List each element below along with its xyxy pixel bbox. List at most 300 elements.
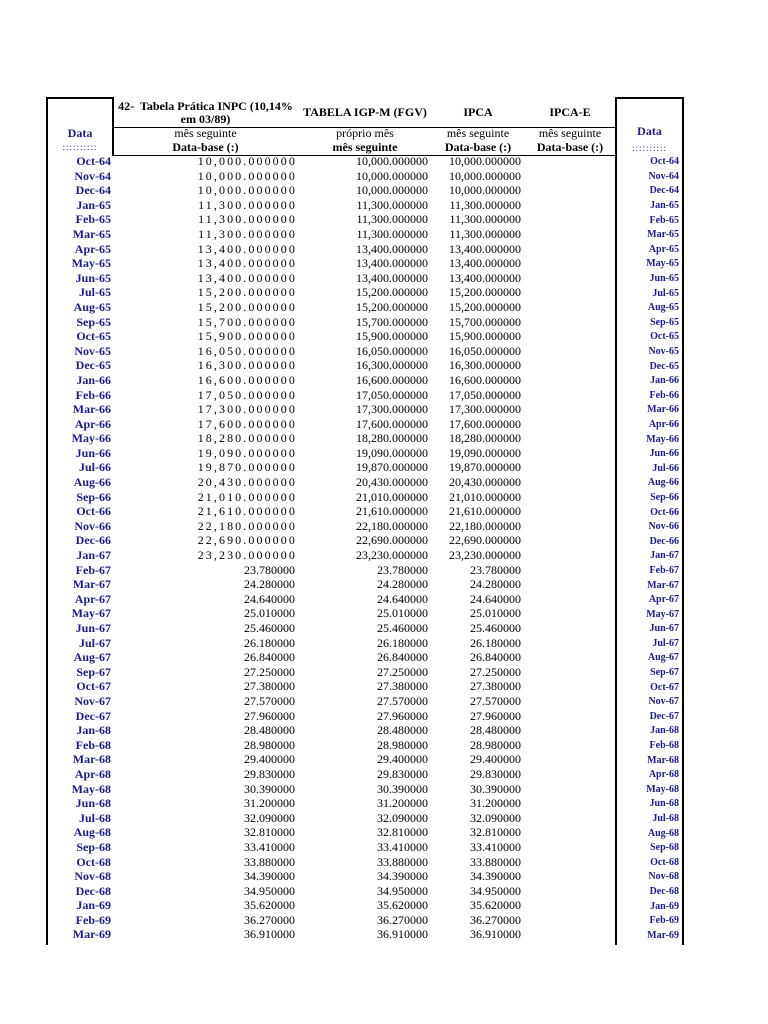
row-date-left: Apr-67 — [74, 591, 111, 606]
inpc-value: 10,000.000000 — [197, 154, 297, 168]
row-date-left: Mar-69 — [72, 927, 111, 942]
igpm-value: 13,400.000000 — [356, 241, 428, 256]
table-row — [47, 796, 683, 811]
ipca-value: 16,300.000000 — [449, 358, 521, 373]
igpm-value: 17,050.000000 — [356, 387, 428, 402]
table-row — [47, 767, 683, 782]
igpm-value: 33.410000 — [377, 839, 428, 854]
inpc-value: 30.390000 — [244, 781, 295, 796]
ipca-e-column-subheader-2: Data-base (:) — [536, 140, 604, 154]
inpc-value: 18,280.000000 — [197, 431, 297, 446]
igpm-value: 27.960000 — [377, 708, 428, 723]
row-date-right: Dec-66 — [649, 535, 679, 547]
igpm-value: 36.270000 — [377, 912, 428, 927]
table-row — [47, 694, 683, 709]
ipca-value: 17,050.000000 — [449, 387, 521, 402]
row-date-right: Sep-65 — [650, 316, 679, 328]
table-row — [47, 606, 683, 621]
igpm-column-title: TABELA IGP-M (FGV) — [303, 105, 427, 119]
row-date-right: Mar-65 — [647, 229, 679, 241]
left-date-marker: :::::::::: — [62, 142, 98, 152]
row-date-left: Oct-66 — [76, 504, 111, 519]
table-row — [47, 898, 683, 913]
table-row — [47, 285, 683, 300]
igpm-value: 27.570000 — [377, 693, 428, 708]
row-date-left: Dec-67 — [75, 708, 111, 723]
ipca-value: 13,400.000000 — [449, 270, 521, 285]
ipca-value: 21,610.000000 — [449, 504, 521, 519]
inpc-value: 29.830000 — [244, 766, 295, 781]
inpc-value: 17,050.000000 — [197, 387, 297, 402]
table-row — [47, 315, 683, 330]
ipca-value: 35.620000 — [470, 898, 521, 913]
row-date-right: Nov-64 — [648, 170, 679, 182]
table-row — [47, 752, 683, 767]
row-date-right: Jun-65 — [649, 273, 679, 285]
row-date-left: Jul-68 — [78, 810, 111, 825]
table-row — [47, 446, 683, 461]
inpc-value: 10,000.000000 — [197, 183, 297, 198]
table-row — [47, 198, 683, 213]
inpc-value: 21,610.000000 — [197, 504, 297, 519]
row-date-left: Dec-64 — [75, 183, 111, 198]
table-row — [47, 621, 683, 636]
row-date-right: Dec-67 — [649, 710, 679, 722]
igpm-value: 24.640000 — [377, 591, 428, 606]
igpm-value: 32.810000 — [377, 825, 428, 840]
row-date-right: Aug-66 — [647, 477, 679, 489]
inpc-value: 24.640000 — [244, 591, 295, 606]
igpm-value: 24.280000 — [377, 577, 428, 592]
igpm-value: 13,400.000000 — [356, 270, 428, 285]
igpm-value: 29.830000 — [377, 766, 428, 781]
igpm-value: 32.090000 — [377, 810, 428, 825]
right-box-top-border — [615, 97, 684, 99]
igpm-column-subheader-1: próprio mês — [336, 126, 394, 140]
row-date-left: Jun-68 — [75, 796, 111, 811]
igpm-value: 10,000.000000 — [356, 154, 428, 168]
row-date-right: Jan-68 — [650, 725, 679, 737]
inpc-value: 13,400.000000 — [197, 256, 297, 271]
igpm-value: 19,870.000000 — [356, 460, 428, 475]
igpm-value: 11,300.000000 — [356, 197, 428, 212]
ipca-column-subheader-2: Data-base (:) — [444, 140, 512, 154]
table-row — [47, 504, 683, 519]
row-date-left: Mar-67 — [72, 577, 111, 592]
inpc-value: 27.570000 — [244, 693, 295, 708]
table-row — [47, 884, 683, 899]
igpm-value: 29.400000 — [377, 752, 428, 767]
table-row — [47, 329, 683, 344]
igpm-value: 28.480000 — [377, 723, 428, 738]
row-date-left: Sep-65 — [76, 314, 111, 329]
inpc-value: 28.480000 — [244, 723, 295, 738]
ipca-e-column-subheader-1: mês seguinte — [538, 126, 602, 140]
row-date-right: Feb-65 — [649, 214, 679, 226]
row-date-right: Jun-68 — [649, 798, 679, 810]
row-date-left: Sep-66 — [76, 489, 111, 504]
igpm-value: 10,000.000000 — [356, 183, 428, 198]
table-row — [47, 577, 683, 592]
row-date-right: May-66 — [646, 433, 679, 445]
inpc-value: 13,400.000000 — [197, 241, 297, 256]
igpm-value: 21,610.000000 — [356, 504, 428, 519]
row-date-left: Jan-65 — [76, 197, 111, 212]
row-date-left: Jun-65 — [75, 270, 111, 285]
table-row — [47, 650, 683, 665]
table-row — [47, 388, 683, 403]
table-row — [47, 548, 683, 563]
table-row — [47, 592, 683, 607]
igpm-value: 30.390000 — [377, 781, 428, 796]
ipca-value: 22,180.000000 — [449, 518, 521, 533]
ipca-value: 25.010000 — [470, 606, 521, 621]
table-row — [47, 417, 683, 432]
igpm-value: 16,300.000000 — [356, 358, 428, 373]
row-date-left: Dec-68 — [75, 883, 111, 898]
ipca-value: 21,010.000000 — [449, 489, 521, 504]
ipca-value: 29.400000 — [470, 752, 521, 767]
inpc-value: 27.380000 — [244, 679, 295, 694]
igpm-value: 25.010000 — [377, 606, 428, 621]
ipca-value: 10,000.000000 — [449, 154, 521, 168]
row-date-left: Jul-67 — [78, 635, 111, 650]
inpc-column-subheader-2: Data-base (:) — [172, 140, 239, 154]
table-row — [47, 913, 683, 928]
row-date-right: Nov-68 — [648, 871, 679, 883]
ipca-value: 33.880000 — [470, 854, 521, 869]
inpc-value: 19,090.000000 — [197, 445, 297, 460]
table-row — [47, 358, 683, 373]
ipca-value: 28.480000 — [470, 723, 521, 738]
right-date-header: Data — [637, 124, 662, 138]
inpc-value: 24.280000 — [244, 577, 295, 592]
table-row — [47, 402, 683, 417]
ipca-value: 17,300.000000 — [449, 402, 521, 417]
row-date-left: Nov-66 — [74, 518, 111, 533]
row-date-left: Dec-66 — [75, 533, 111, 548]
right-date-marker: :::::::::: — [631, 143, 667, 153]
ipca-value: 29.830000 — [470, 766, 521, 781]
row-date-right: Oct-66 — [650, 506, 679, 518]
inpc-value: 22,690.000000 — [197, 533, 297, 548]
row-date-left: Oct-68 — [76, 854, 111, 869]
ipca-value: 10,000.000000 — [449, 168, 521, 183]
row-date-right: Jan-67 — [650, 550, 679, 562]
row-date-left: Sep-67 — [76, 664, 111, 679]
inpc-value: 34.950000 — [244, 883, 295, 898]
row-date-right: Aug-67 — [647, 652, 679, 664]
igpm-value: 28.980000 — [377, 737, 428, 752]
row-date-right: May-67 — [646, 608, 679, 620]
row-date-right: Nov-65 — [648, 346, 679, 358]
ipca-value: 36.910000 — [470, 927, 521, 942]
igpm-value: 19,090.000000 — [356, 445, 428, 460]
inpc-value: 15,200.000000 — [197, 299, 297, 314]
igpm-value: 11,300.000000 — [356, 212, 428, 227]
ipca-value: 33.410000 — [470, 839, 521, 854]
inpc-column-title-line-2: em 03/89) — [180, 111, 231, 126]
row-date-right: Mar-66 — [647, 404, 679, 416]
table-row — [47, 855, 683, 870]
ipca-value: 22,690.000000 — [449, 533, 521, 548]
ipca-value: 15,900.000000 — [449, 329, 521, 344]
table-row — [47, 811, 683, 826]
table-row — [47, 431, 683, 446]
igpm-column-subheader-2: mês seguinte — [332, 140, 398, 154]
ipca-value: 27.250000 — [470, 664, 521, 679]
ipca-column-title: IPCA — [463, 105, 493, 119]
ipca-value: 26.840000 — [470, 650, 521, 665]
inpc-value: 25.010000 — [244, 606, 295, 621]
row-date-right: Dec-65 — [649, 360, 679, 372]
row-date-left: Dec-65 — [75, 358, 111, 373]
table-row — [47, 636, 683, 651]
row-date-right: Oct-64 — [650, 156, 679, 168]
row-date-right: Mar-69 — [647, 929, 679, 941]
left-date-header: Data — [67, 126, 93, 140]
igpm-value: 34.390000 — [377, 869, 428, 884]
ipca-value: 11,300.000000 — [449, 226, 521, 241]
row-date-left: Nov-68 — [74, 869, 111, 884]
ipca-value: 23,230.000000 — [449, 548, 521, 563]
row-date-left: Mar-68 — [72, 752, 111, 767]
igpm-value: 15,200.000000 — [356, 299, 428, 314]
table-row — [47, 271, 683, 286]
row-date-right: Apr-65 — [648, 243, 679, 255]
inpc-value: 16,600.000000 — [197, 372, 297, 387]
ipca-e-column-title: IPCA-E — [549, 105, 591, 119]
ipca-value: 28.980000 — [470, 737, 521, 752]
row-date-left: Feb-68 — [75, 737, 111, 752]
row-date-left: Jan-69 — [76, 898, 111, 913]
table-row — [47, 460, 683, 475]
inpc-column-subheader-1: mês seguinte — [174, 126, 237, 140]
row-date-right: Jun-66 — [649, 448, 679, 460]
ipca-column-subheader-1: mês seguinte — [446, 126, 510, 140]
inpc-value: 10,000.000000 — [197, 168, 297, 183]
ipca-value: 15,700.000000 — [449, 314, 521, 329]
ipca-value: 27.960000 — [470, 708, 521, 723]
row-date-left: Oct-67 — [76, 679, 111, 694]
row-date-right: Oct-65 — [650, 331, 679, 343]
row-date-left: Jan-67 — [76, 548, 111, 563]
igpm-value: 18,280.000000 — [356, 431, 428, 446]
table-row — [47, 154, 683, 169]
row-date-left: May-65 — [71, 256, 111, 271]
table-row — [47, 869, 683, 884]
igpm-value: 23,230.000000 — [356, 548, 428, 563]
table-row — [47, 723, 683, 738]
row-date-right: Jul-67 — [652, 637, 679, 649]
row-date-left: Apr-68 — [74, 766, 111, 781]
row-date-right: Nov-66 — [648, 521, 679, 533]
row-date-left: Aug-68 — [73, 825, 111, 840]
igpm-value: 16,050.000000 — [356, 343, 428, 358]
inpc-value: 16,050.000000 — [197, 343, 297, 358]
inpc-value: 16,300.000000 — [197, 358, 297, 373]
ipca-value: 18,280.000000 — [449, 431, 521, 446]
igpm-value: 22,180.000000 — [356, 518, 428, 533]
row-date-left: Aug-66 — [73, 475, 111, 490]
ipca-value: 23.780000 — [470, 562, 521, 577]
row-date-left: Aug-65 — [73, 299, 111, 314]
table-row — [47, 563, 683, 578]
table-row — [47, 679, 683, 694]
inpc-value: 34.390000 — [244, 869, 295, 884]
table-row — [47, 242, 683, 257]
igpm-value: 25.460000 — [377, 621, 428, 635]
row-date-left: Nov-65 — [74, 343, 111, 358]
row-date-left: Apr-65 — [74, 241, 111, 256]
inpc-value: 15,200.000000 — [197, 285, 297, 300]
igpm-value: 35.620000 — [377, 898, 428, 913]
row-date-left: Sep-68 — [76, 839, 111, 854]
inpc-value: 27.960000 — [244, 708, 295, 723]
row-date-left: Feb-69 — [75, 912, 111, 927]
row-date-right: Dec-64 — [649, 185, 679, 197]
igpm-value: 15,900.000000 — [356, 329, 428, 344]
row-date-left: Nov-67 — [74, 693, 111, 708]
ipca-value: 24.280000 — [470, 577, 521, 592]
row-date-left: Feb-66 — [75, 387, 111, 402]
ipca-value: 27.380000 — [470, 679, 521, 694]
row-date-left: Jun-67 — [75, 621, 111, 635]
igpm-value: 27.380000 — [377, 679, 428, 694]
ipca-value: 11,300.000000 — [449, 197, 521, 212]
table-row — [47, 183, 683, 198]
table-row — [47, 782, 683, 797]
ipca-value: 19,090.000000 — [449, 445, 521, 460]
table-row — [47, 927, 683, 942]
inpc-value: 27.250000 — [244, 664, 295, 679]
ipca-value: 30.390000 — [470, 781, 521, 796]
table-body — [47, 154, 683, 942]
ipca-value: 10,000.000000 — [449, 183, 521, 198]
ipca-value: 32.090000 — [470, 810, 521, 825]
igpm-value: 15,700.000000 — [356, 314, 428, 329]
row-date-right: Feb-68 — [649, 740, 679, 752]
table-row — [47, 212, 683, 227]
row-date-right: Feb-69 — [649, 915, 679, 927]
inpc-value: 17,300.000000 — [197, 402, 297, 417]
table-row — [47, 709, 683, 724]
row-date-left: Mar-65 — [72, 226, 111, 241]
inpc-value: 32.090000 — [244, 810, 295, 825]
igpm-value: 31.200000 — [377, 796, 428, 811]
inpc-value: 36.910000 — [244, 927, 295, 942]
ipca-value: 36.270000 — [470, 912, 521, 927]
inpc-value: 36.270000 — [244, 912, 295, 927]
row-date-right: Mar-67 — [647, 579, 679, 591]
ipca-value: 15,200.000000 — [449, 299, 521, 314]
igpm-value: 26.840000 — [377, 650, 428, 665]
row-date-right: Sep-66 — [650, 491, 679, 503]
igpm-value: 15,200.000000 — [356, 285, 428, 300]
table-row — [47, 300, 683, 315]
inpc-column-title-line-1: 42- Tabela Prática INPC (10,14% — [118, 98, 293, 113]
inpc-value: 23.780000 — [244, 562, 295, 577]
ipca-value: 34.950000 — [470, 883, 521, 898]
igpm-value: 17,300.000000 — [356, 402, 428, 417]
igpm-value: 27.250000 — [377, 664, 428, 679]
inpc-value: 35.620000 — [244, 898, 295, 913]
inpc-value: 31.200000 — [244, 796, 295, 811]
row-date-right: Jan-65 — [650, 200, 679, 212]
row-date-right: Jan-66 — [650, 375, 679, 387]
row-date-right: Sep-68 — [650, 842, 679, 854]
inpc-value: 25.460000 — [244, 621, 295, 635]
row-date-left: Jan-66 — [76, 372, 111, 387]
row-date-left: Jan-68 — [76, 723, 111, 738]
row-date-left: Oct-64 — [76, 154, 111, 168]
igpm-value: 16,600.000000 — [356, 372, 428, 387]
left-box-top-border — [46, 97, 114, 99]
row-date-right: Dec-68 — [649, 885, 679, 897]
table-row — [47, 519, 683, 534]
ipca-value: 31.200000 — [470, 796, 521, 811]
row-date-right: Feb-67 — [649, 564, 679, 576]
row-date-left: Jul-65 — [78, 285, 111, 300]
row-date-right: Oct-67 — [650, 681, 679, 693]
inpc-value: 23,230.000000 — [197, 548, 297, 563]
row-date-right: Apr-68 — [648, 769, 679, 781]
inpc-value: 20,430.000000 — [197, 475, 297, 490]
ipca-value: 24.640000 — [470, 591, 521, 606]
row-date-right: Jan-69 — [650, 900, 679, 912]
ipca-value: 20,430.000000 — [449, 475, 521, 490]
igpm-value: 22,690.000000 — [356, 533, 428, 548]
ipca-value: 19,870.000000 — [449, 460, 521, 475]
row-date-right: Mar-68 — [647, 754, 679, 766]
row-date-left: May-66 — [71, 431, 111, 446]
ipca-value: 34.390000 — [470, 869, 521, 884]
inpc-value: 21,010.000000 — [197, 489, 297, 504]
row-date-right: Nov-67 — [648, 696, 679, 708]
table-row — [47, 256, 683, 271]
inpc-value: 26.840000 — [244, 650, 295, 665]
row-date-left: Mar-66 — [72, 402, 111, 417]
row-date-right: Apr-66 — [648, 418, 679, 430]
row-date-right: Oct-68 — [650, 856, 679, 868]
inpc-value: 13,400.000000 — [197, 270, 297, 285]
ipca-value: 11,300.000000 — [449, 212, 521, 227]
inpc-value: 17,600.000000 — [197, 416, 297, 431]
inpc-value: 11,300.000000 — [198, 226, 297, 241]
inpc-value: 32.810000 — [244, 825, 295, 840]
table-row — [47, 840, 683, 855]
igpm-value: 11,300.000000 — [356, 226, 428, 241]
igpm-value: 10,000.000000 — [356, 168, 428, 183]
row-date-right: Aug-68 — [647, 827, 679, 839]
igpm-value: 36.910000 — [377, 927, 428, 942]
ipca-value: 25.460000 — [470, 621, 521, 635]
inpc-value: 11,300.000000 — [198, 212, 297, 227]
row-date-right: Jul-68 — [652, 813, 679, 825]
inpc-value: 15,700.000000 — [197, 314, 297, 329]
ipca-value: 13,400.000000 — [449, 241, 521, 256]
row-date-right: Sep-67 — [650, 667, 679, 679]
row-date-left: Nov-64 — [74, 168, 111, 183]
igpm-value: 34.950000 — [377, 883, 428, 898]
table-row — [47, 373, 683, 388]
row-date-left: May-68 — [71, 781, 111, 796]
igpm-value: 17,600.000000 — [356, 416, 428, 431]
inpc-value: 26.180000 — [244, 635, 295, 650]
inpc-value: 22,180.000000 — [197, 518, 297, 533]
row-date-left: May-67 — [71, 606, 111, 621]
row-date-left: Apr-66 — [74, 416, 111, 431]
